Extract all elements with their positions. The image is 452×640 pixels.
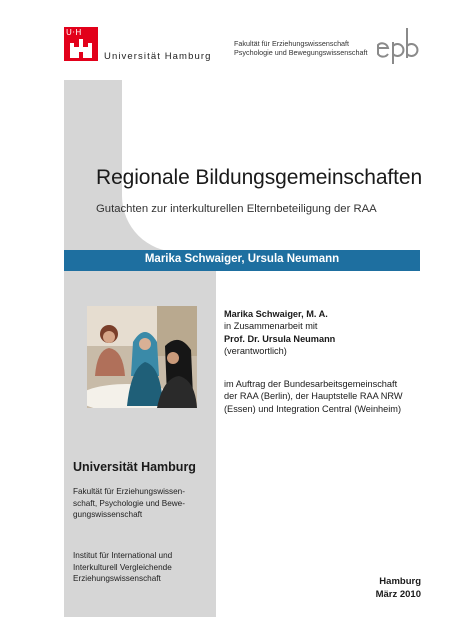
publication-city: Hamburg bbox=[379, 576, 421, 587]
faculty-line-1: Fakultät für Erziehungswissenschaft bbox=[234, 39, 350, 48]
author-primary: Marika Schwaiger, M. A. bbox=[224, 309, 328, 319]
collaboration-note: in Zusammenarbeit mit bbox=[224, 321, 318, 332]
commission-line-1: im Auftrag der Bundesarbeitsgemeinschaft bbox=[224, 379, 398, 389]
sidebar-faculty-line: schaft, Psychologie und Bewe- bbox=[73, 498, 185, 508]
sidebar-faculty-line: gungswissenschaft bbox=[73, 510, 143, 519]
castle-icon bbox=[64, 27, 98, 61]
authors-bar bbox=[64, 250, 420, 271]
sidebar-institute-line: Erziehungswissenschaft bbox=[73, 574, 161, 583]
faculty-line-2: Psychologie und Bewegungswissenschaft bbox=[234, 48, 368, 57]
sidebar-faculty bbox=[73, 486, 185, 521]
commission-text bbox=[224, 378, 403, 415]
epb-logo-icon bbox=[374, 22, 422, 66]
publication-date: März 2010 bbox=[375, 588, 421, 600]
sidebar-faculty-line: Fakultät für Erziehungswissen- bbox=[73, 487, 185, 496]
sidebar-institute bbox=[73, 550, 172, 585]
commission-line-3: (Essen) und Integration Central (Weinheim) bbox=[224, 403, 402, 414]
sidebar-institute-line: Interkulturell Vergleichende bbox=[73, 562, 172, 572]
sidebar-institute-line: Institut für International und bbox=[73, 551, 173, 560]
responsibility-note: (verantwortlich) bbox=[224, 345, 287, 356]
author-secondary: Prof. Dr. Ursula Neumann bbox=[224, 333, 336, 344]
author-details bbox=[224, 308, 335, 357]
university-name: Universität Hamburg bbox=[104, 51, 212, 62]
commission-line-2: der RAA (Berlin), der Hauptstelle RAA NRW bbox=[224, 391, 403, 402]
uhh-logo-text: U·H bbox=[66, 28, 82, 37]
uhh-logo bbox=[64, 27, 98, 61]
faculty-header bbox=[234, 39, 367, 57]
publication-place-date bbox=[376, 576, 421, 601]
page-subtitle: Gutachten zur interkulturellen Elternbeteiligung der RAA bbox=[96, 203, 377, 215]
authors-bar-text: Marika Schwaiger, Ursula Neumann bbox=[144, 253, 340, 265]
page-title: Regionale Bildungsgemeinschaften bbox=[96, 166, 423, 189]
group-photo bbox=[87, 306, 197, 408]
sidebar-heading: Universität Hamburg bbox=[73, 460, 196, 474]
